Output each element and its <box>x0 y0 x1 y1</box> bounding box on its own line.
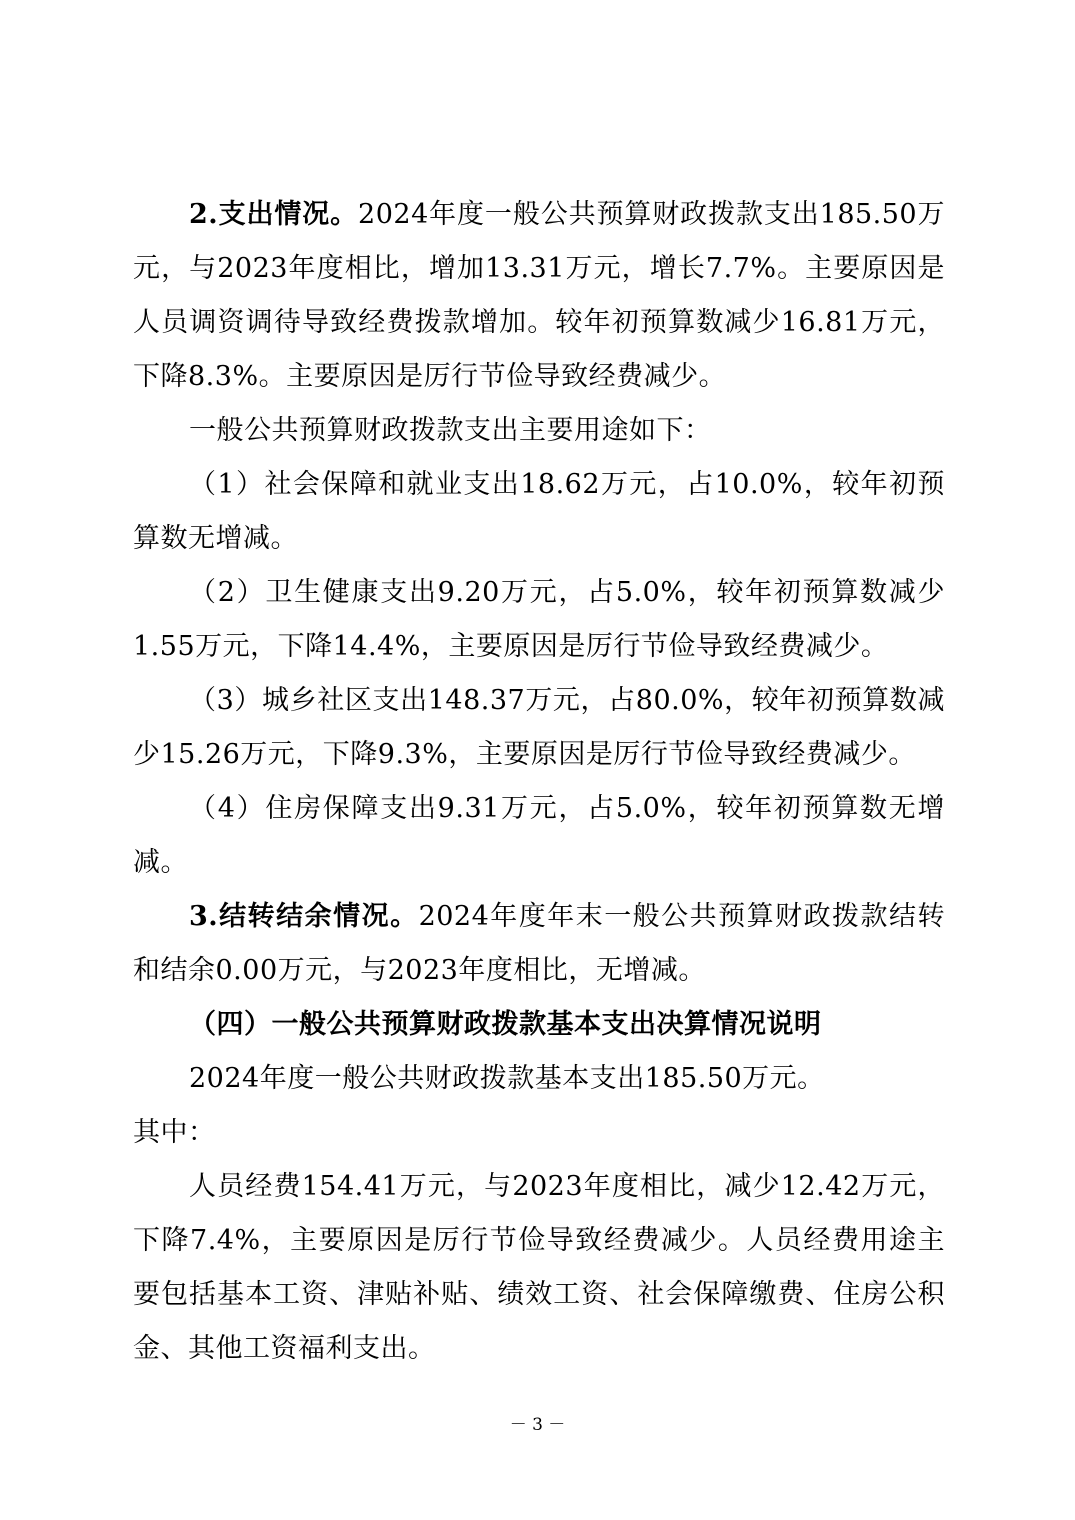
lead-expense: 2.支出情况。 <box>189 199 359 230</box>
paragraph-basic-among: 其中： <box>133 1117 216 1148</box>
lead-carryover: 3.结转结余情况。 <box>189 901 419 932</box>
paragraph-item-2: （2）卫生健康支出9.20万元，占5.0%，较年初预算数减少1.55万元，下降14.4%，主要原因是厉行节俭导致经费减少。 <box>133 577 945 662</box>
paragraph-personnel: 人员经费154.41万元，与2023年度相比，减少12.42万元，下降7.4%，主要原因是厉行节俭导致经费减少。人员经费用途主要包括基本工资、津贴补贴、绩效工资、社会保障缴费、住房公积金、其他工资福利支出。 <box>133 1171 945 1364</box>
paragraph-item-4: （4）住房保障支出9.31万元，占5.0%，较年初预算数无增减。 <box>133 793 945 878</box>
paragraph-carryover <box>133 890 945 998</box>
page-number: － 3 － <box>509 1415 566 1435</box>
paragraph-basic-total: 2024年度一般公共财政拨款基本支出185.50万元。 <box>189 1063 825 1094</box>
text-expense: 2024年度一般公共预算财政拨款支出185.50万元，与2023年度相比，增加13.31万元，增长7.7%。主要原因是人员调资调待导致经费拨款增加。较年初预算数减少16.81万元，下降8.3%。主要原因是厉行节俭导致经费减少。 <box>133 199 946 392</box>
paragraph-item-1: （1）社会保障和就业支出18.62万元，占10.0%，较年初预算数无增减。 <box>133 469 945 554</box>
paragraph-usage-intro: 一般公共预算财政拨款支出主要用途如下： <box>189 415 712 446</box>
text-carryover: 2024年度年末一般公共预算财政拨款结转和结余0.00万元，与2023年度相比，无增减。 <box>133 901 946 986</box>
paragraph-expense <box>133 188 945 404</box>
paragraph-item-3: （3）城乡社区支出148.37万元，占80.0%，较年初预算数减少15.26万元，下降9.3%，主要原因是厉行节俭导致经费减少。 <box>133 685 945 770</box>
document-body <box>133 188 945 1376</box>
section-heading: （四）一般公共预算财政拨款基本支出决算情况说明 <box>189 1009 822 1040</box>
